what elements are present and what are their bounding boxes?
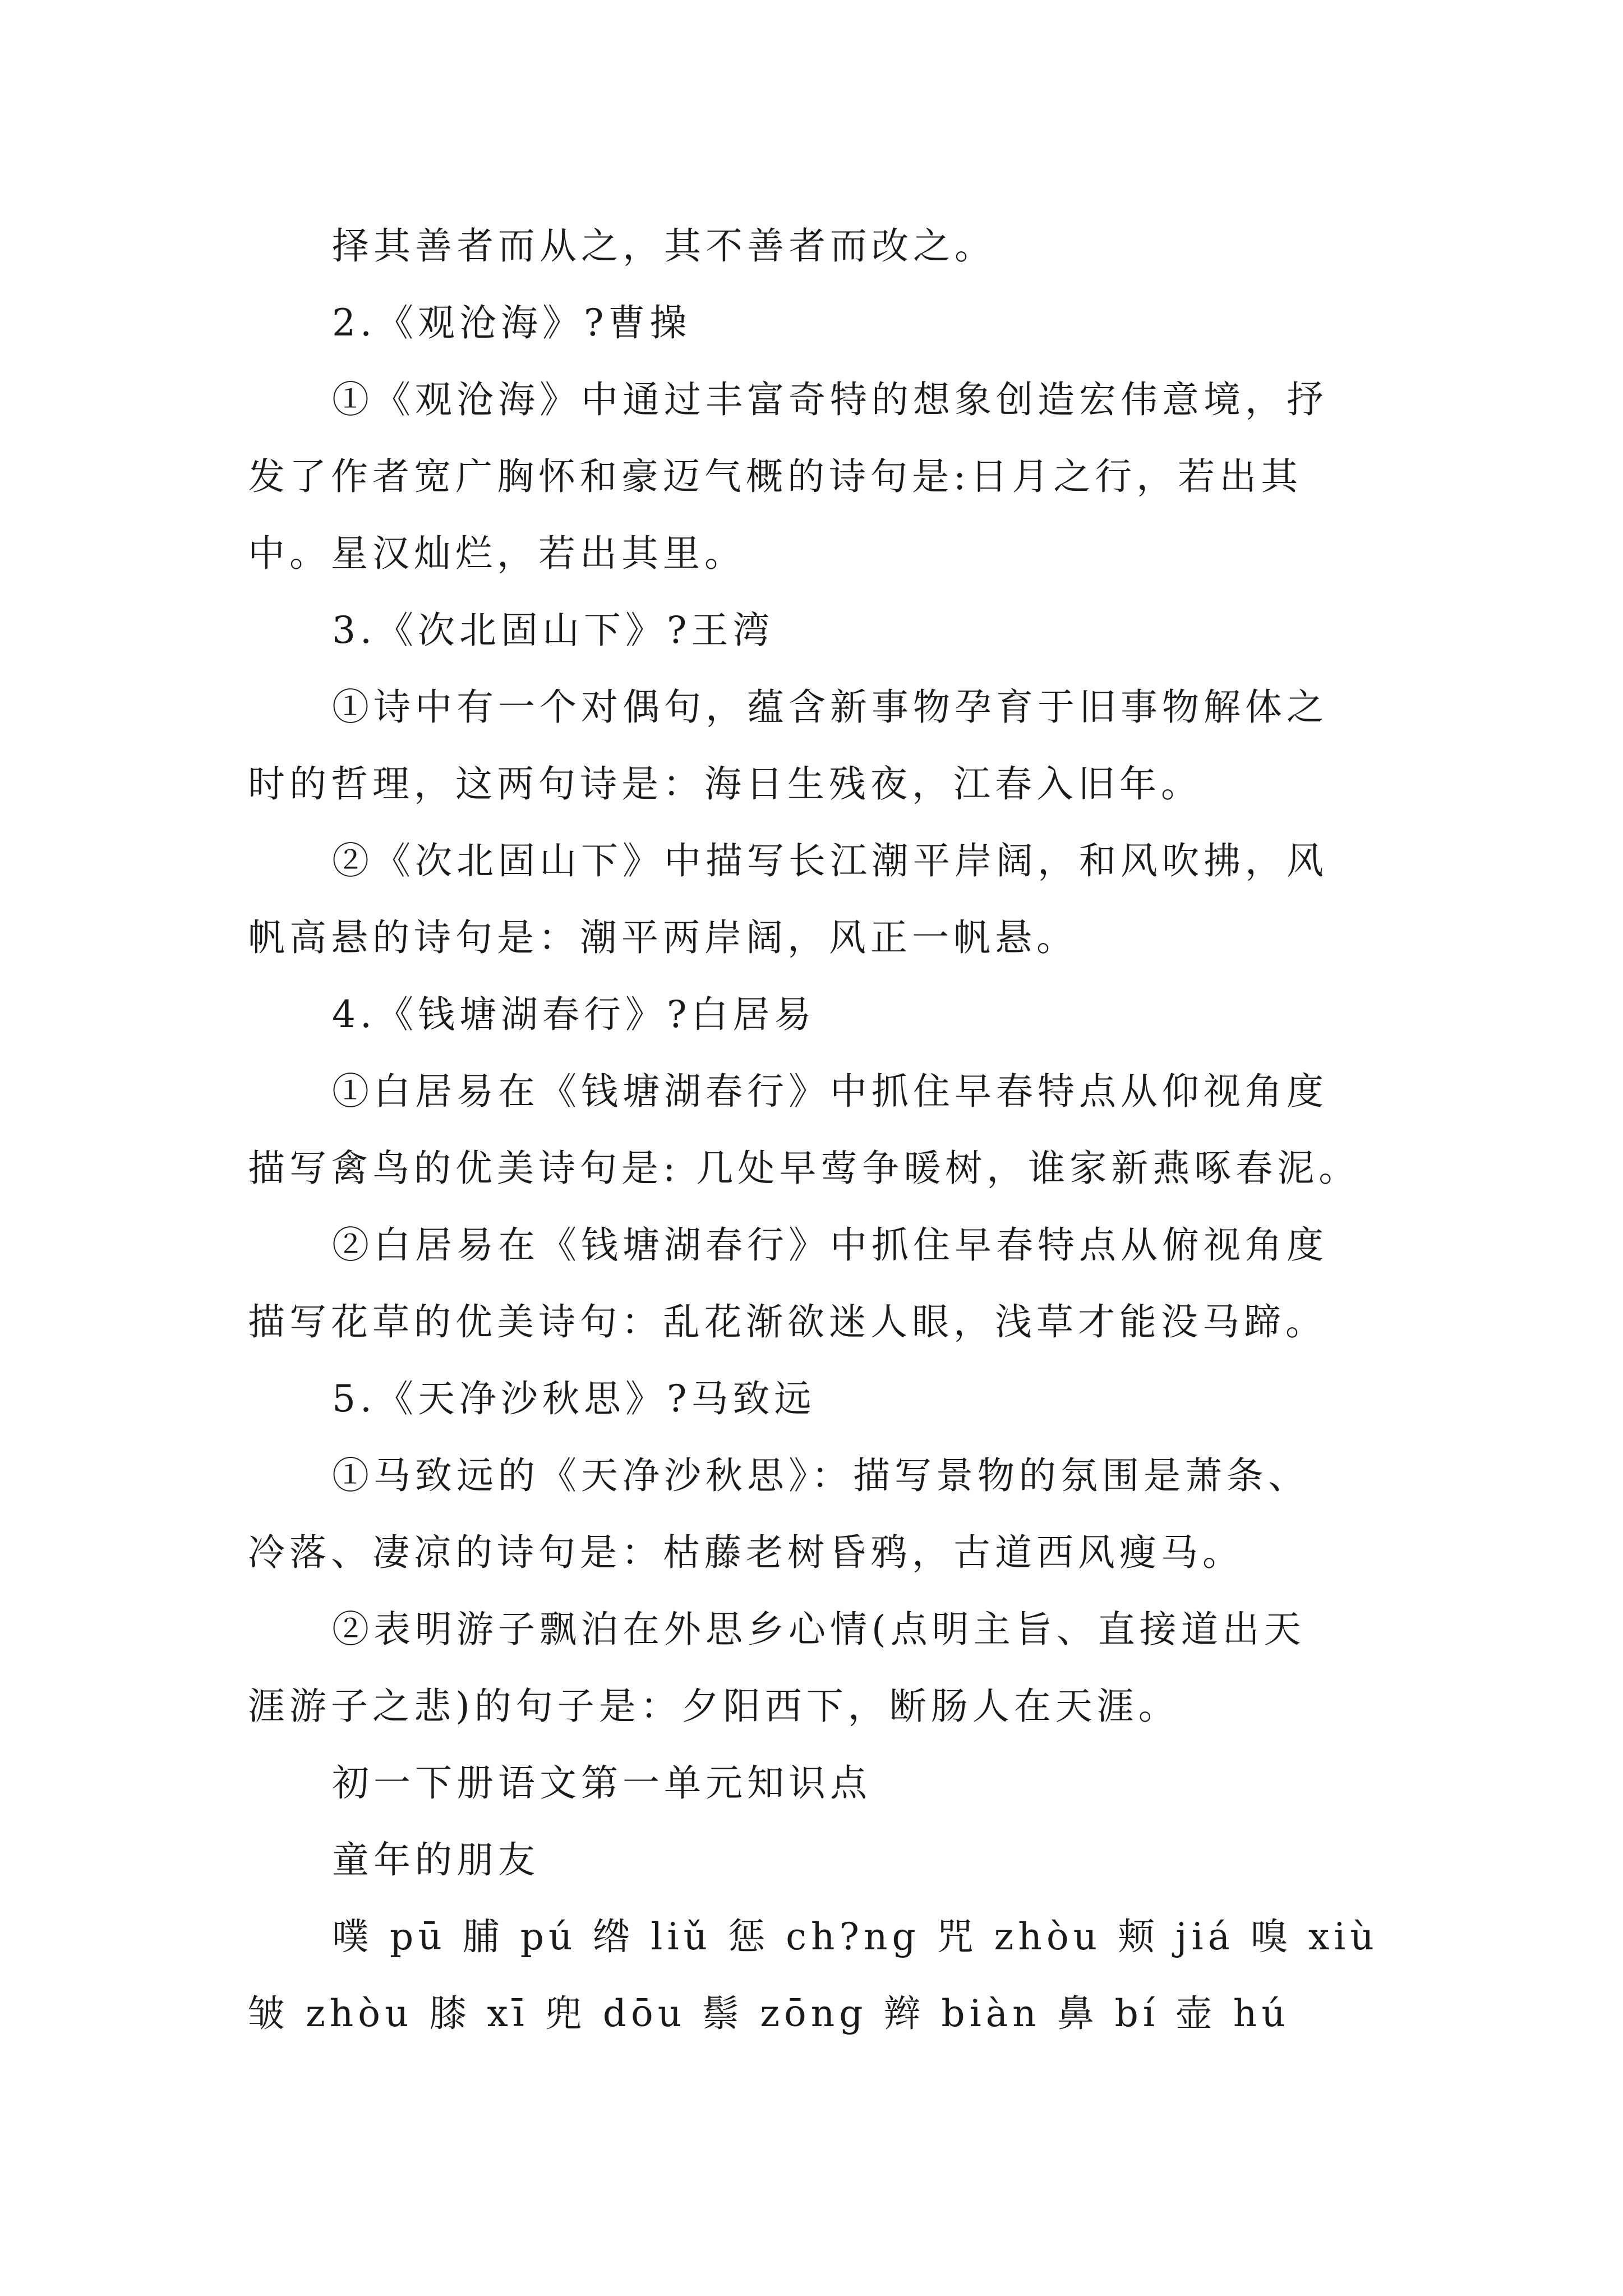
text-line: 涯游子之悲)的句子是：夕阳西下，断肠人在天涯。 xyxy=(248,1685,1180,1728)
text-line: ②《次北固山下》中描写长江潮平岸阔，和风吹拂，风 xyxy=(332,839,1328,882)
section-heading: 4.《钱塘湖春行》?白居易 xyxy=(332,993,816,1036)
text-line: 中。星汉灿烂，若出其里。 xyxy=(248,532,746,575)
text-line: 描写花草的优美诗句：乱花渐欲迷人眼，浅草才能没马蹄。 xyxy=(248,1300,1327,1343)
text-line: 描写禽鸟的优美诗句是: 几处早莺争暖树，谁家新燕啄春泥。 xyxy=(248,1147,1361,1190)
text-line: ①白居易在《钱塘湖春行》中抓住早春特点从仰视角度 xyxy=(332,1070,1328,1113)
text-line: ①诗中有一个对偶句，蕴含新事物孕育于旧事物解体之 xyxy=(332,685,1328,729)
lesson-title: 童年的朋友 xyxy=(332,1838,540,1881)
section-heading: 5.《天净沙秋思》?马致远 xyxy=(332,1377,816,1420)
text-line: 帆高悬的诗句是：潮平两岸阔，风正一帆悬。 xyxy=(248,916,1078,959)
document-body xyxy=(248,208,1392,2052)
text-line: 冷落、凄凉的诗句是：枯藤老树昏鸦，古道西风瘦马。 xyxy=(248,1531,1244,1574)
section-heading: 3.《次北固山下》?王湾 xyxy=(332,609,774,652)
unit-heading: 初一下册语文第一单元知识点 xyxy=(332,1761,872,1805)
text-line: 发了作者宽广胸怀和豪迈气概的诗句是:日月之行，若出其 xyxy=(248,455,1303,498)
pinyin-line: 噗 pū 脯 pú 绺 liǔ 惩 ch?ng 咒 zhòu 颊 jiá 嗅 xiù xyxy=(332,1915,1378,1958)
section-heading: 2.《观沧海》?曹操 xyxy=(332,301,691,344)
pinyin-line: 皱 zhòu 膝 xī 兜 dōu 鬃 zōng 辫 biàn 鼻 bí 壶 hú xyxy=(248,1992,1290,2035)
text-line: 时的哲理，这两句诗是：海日生残夜，江春入旧年。 xyxy=(248,762,1202,806)
text-line: ①《观沧海》中通过丰富奇特的想象创造宏伟意境，抒 xyxy=(332,378,1328,421)
text-line: ②白居易在《钱塘湖春行》中抓住早春特点从俯视角度 xyxy=(332,1223,1328,1267)
text-line: ②表明游子飘泊在外思乡心情(点明主旨、直接道出天 xyxy=(332,1608,1306,1651)
text-line: ①马致远的《天净沙秋思》：描写景物的氛围是萧条、 xyxy=(332,1454,1310,1497)
text-line: 择其善者而从之，其不善者而改之。 xyxy=(332,224,996,268)
